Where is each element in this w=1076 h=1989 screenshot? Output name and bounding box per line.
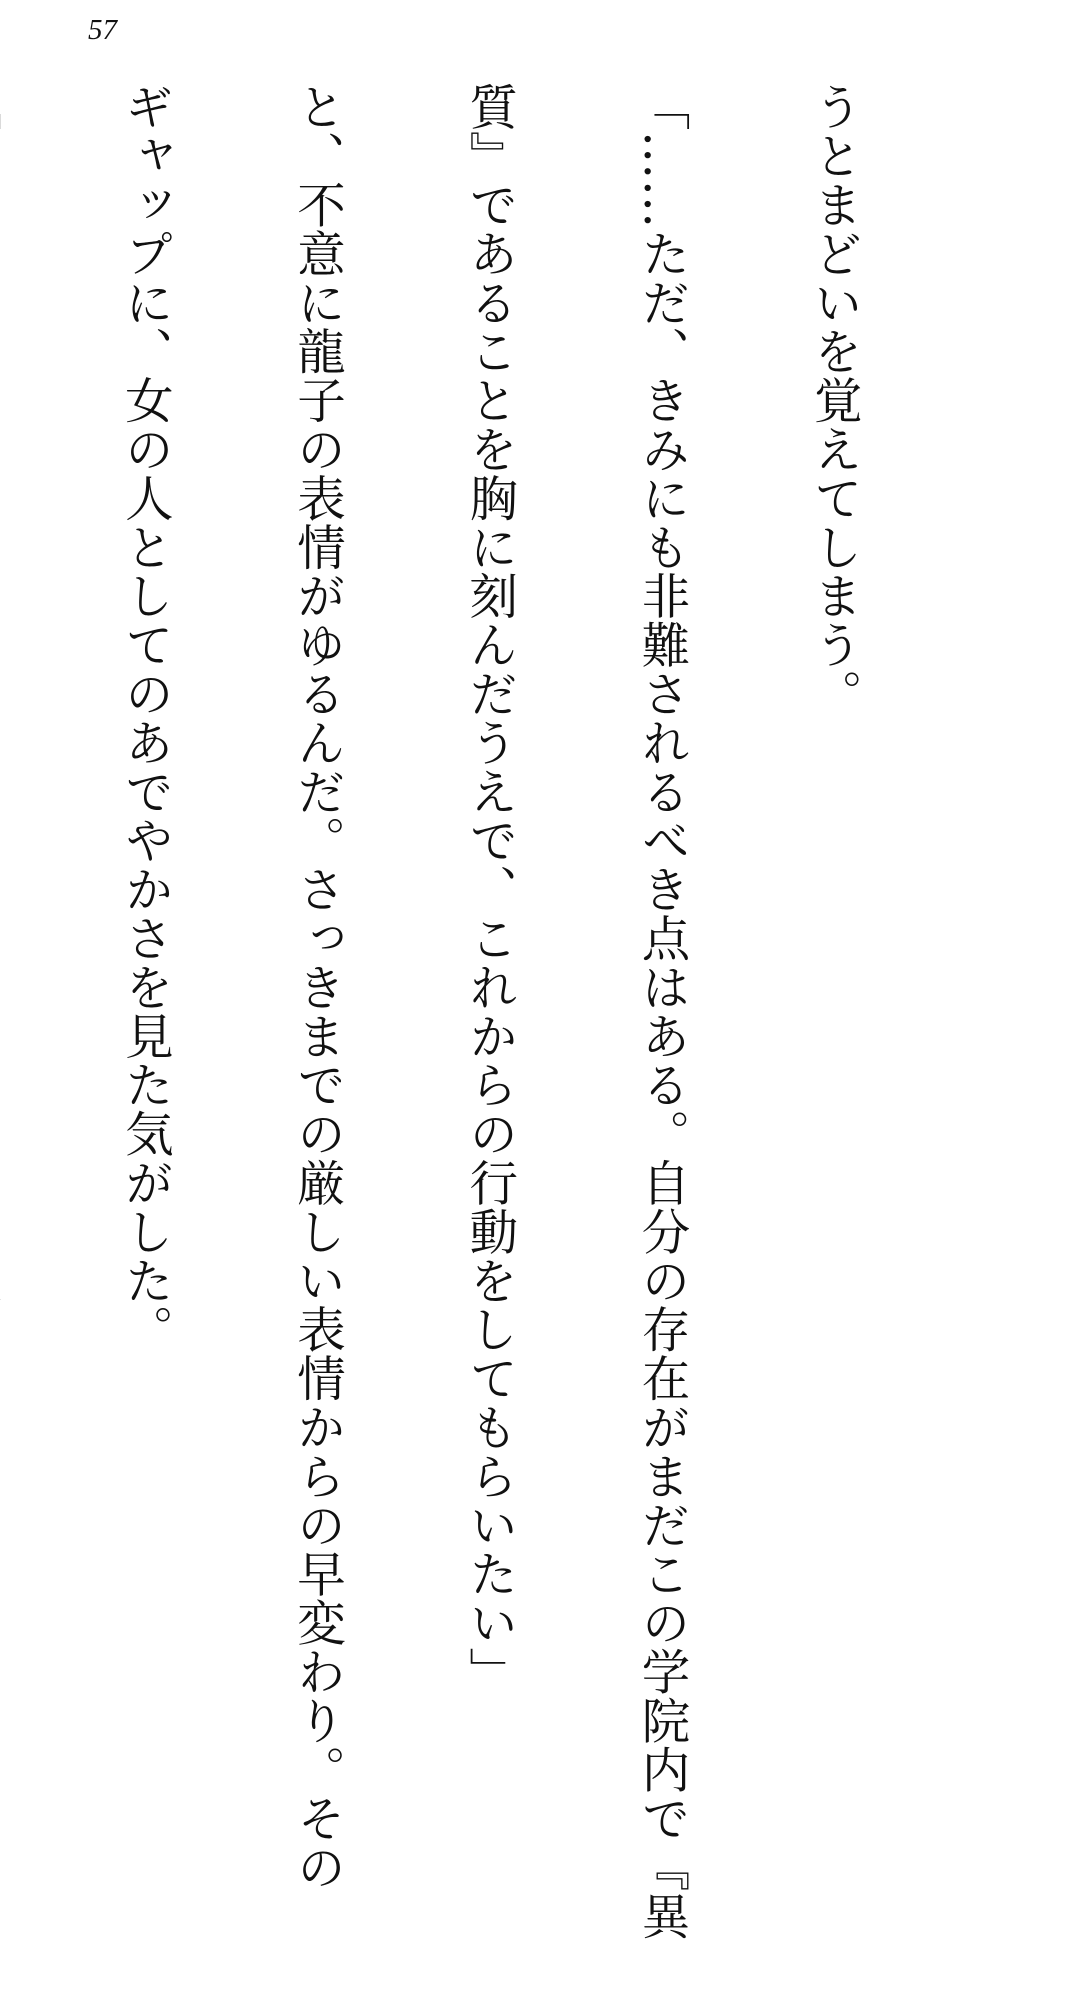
text-line: と、不意に龍子の表情がゆるんだ。さっきまでの厳しい表情からの早変わり。その bbox=[287, 82, 344, 1572]
page-body-text bbox=[0, 82, 976, 1572]
page-number: 57 bbox=[88, 16, 117, 45]
text-line: うとまどいを覚えてしまう。 bbox=[804, 82, 861, 1572]
text-line: ギャップに、女の人としてのあでやかさを見た気がした。 bbox=[115, 82, 172, 1572]
text-line: 「……ただ、きみにも非難されるべき点はある。自分の存在がまだこの学院内で『異 bbox=[632, 82, 689, 1572]
text-line: 質』であることを胸に刻んだうえで、これからの行動をしてもらいたい」 bbox=[459, 82, 516, 1572]
